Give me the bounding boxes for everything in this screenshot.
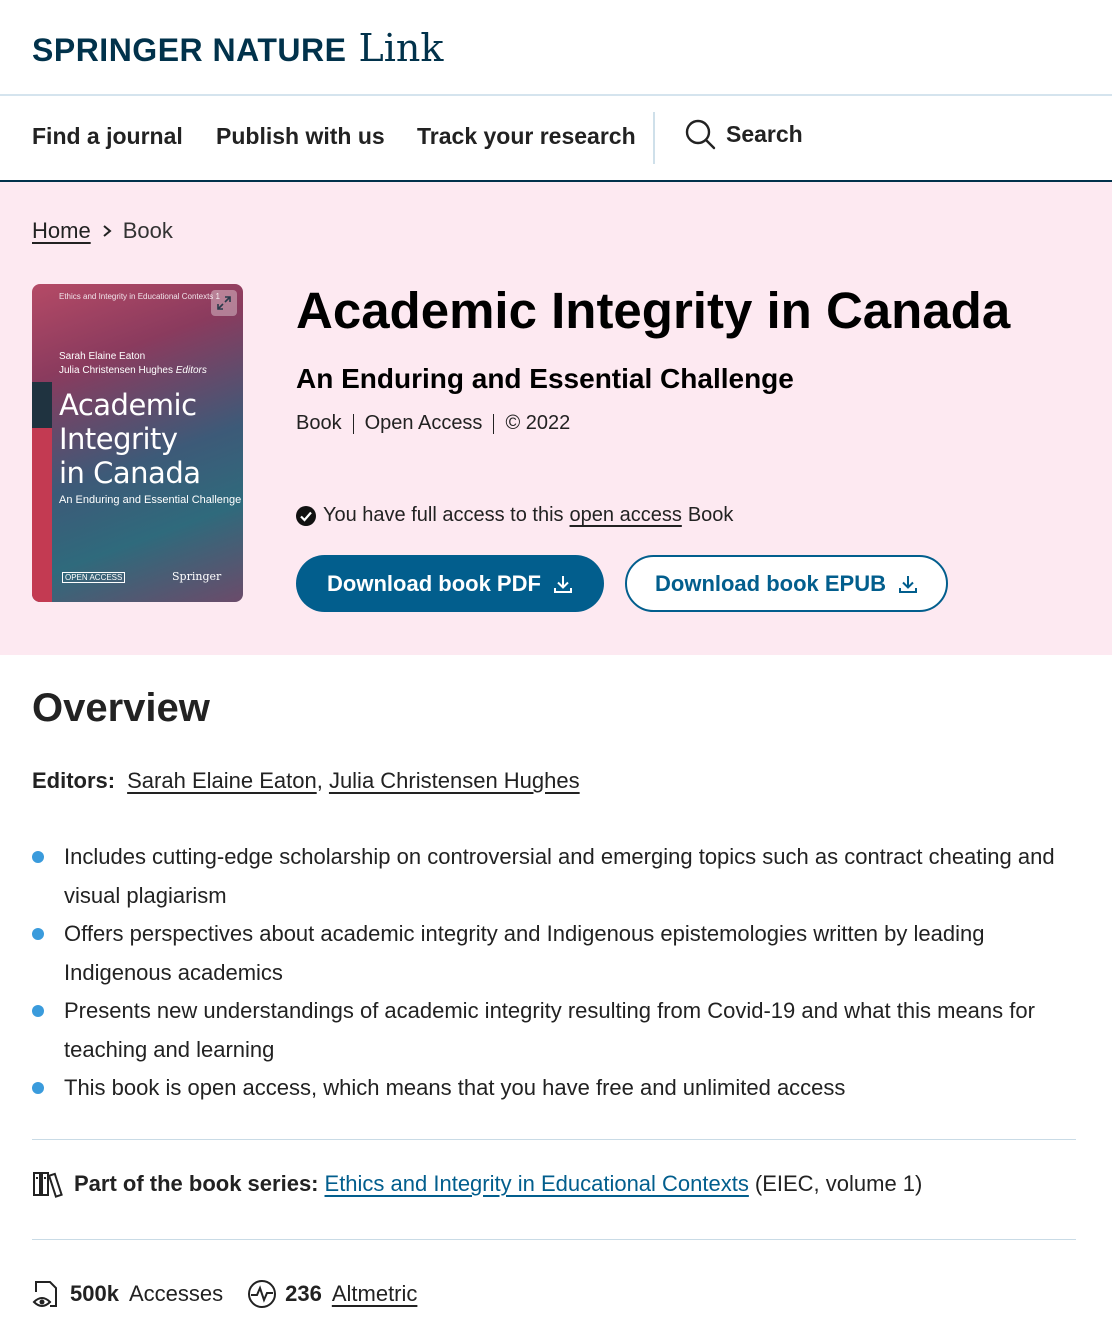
book-type: Book — [296, 412, 342, 434]
bullet-dot — [32, 1082, 44, 1094]
editor-separator: , — [316, 768, 329, 793]
check-circle-icon — [296, 506, 316, 526]
meta-separator — [493, 414, 494, 434]
cover-editor-2-line — [59, 364, 207, 378]
list-item-text: Presents new understandings of academic integrity resulting from Covid-19 and what this means for teaching and learning — [64, 998, 1035, 1062]
cover-editor-1: Sarah Elaine Eaton — [59, 351, 146, 362]
book-subtitle: An Enduring and Essential Challenge — [296, 363, 794, 394]
editors-label: Editors: — [32, 768, 116, 793]
breadcrumb-current: Book — [122, 218, 173, 243]
download-epub-label: Download book EPUB — [655, 570, 886, 596]
bullet-dot — [32, 928, 44, 940]
cover-subtitle: An Enduring and Essential Challenge — [59, 494, 242, 506]
book-copyright: © 2022 — [505, 412, 571, 434]
accesses-label: Accesses — [128, 1281, 224, 1306]
editors-line — [32, 768, 580, 794]
chevron-right-icon — [101, 224, 113, 238]
cover-open-access-badge: OPEN ACCESS — [62, 572, 125, 583]
expand-icon[interactable] — [211, 290, 237, 316]
section-divider — [32, 1139, 1076, 1140]
nav-find-a-journal[interactable]: Find a journal — [32, 123, 183, 149]
section-divider — [32, 1239, 1076, 1240]
access-status — [296, 504, 733, 527]
nav-publish-with-us[interactable]: Publish with us — [216, 123, 385, 149]
access-suffix: Book — [687, 504, 734, 526]
altmetric-value: 236 — [285, 1281, 322, 1306]
main-nav — [0, 96, 1112, 182]
list-item — [32, 915, 1082, 992]
book-cover[interactable] — [32, 284, 243, 602]
cover-series-line: Ethics and Integrity in Educational Contexts 1 — [59, 292, 220, 301]
accesses-value: 500k — [70, 1281, 119, 1306]
search-button[interactable] — [684, 118, 803, 150]
bullet-dot — [32, 1005, 44, 1017]
editor-link-eaton[interactable]: Sarah Elaine Eaton — [127, 768, 317, 793]
list-item — [32, 992, 1082, 1069]
list-item — [32, 1069, 1082, 1108]
accesses-icon — [32, 1278, 62, 1310]
search-label: Search — [726, 120, 803, 147]
download-icon — [553, 574, 573, 594]
breadcrumb — [32, 218, 173, 244]
logo-link-text: Link — [358, 26, 444, 70]
search-icon — [684, 118, 716, 150]
list-item — [32, 838, 1082, 915]
nav-divider — [653, 112, 655, 164]
site-header — [0, 0, 1112, 96]
book-series — [32, 1170, 922, 1198]
book-highlights — [32, 838, 1082, 1108]
logo-brand-text: SPRINGER NATURE — [32, 32, 347, 68]
meta-separator — [353, 414, 354, 434]
cover-editors — [59, 350, 207, 378]
series-label: Part of the book series: — [74, 1171, 319, 1196]
editor-link-hughes[interactable]: Julia Christensen Hughes — [328, 768, 580, 793]
breadcrumb-home[interactable]: Home — [32, 218, 91, 243]
list-item-text: This book is open access, which means that you have free and unlimited access — [64, 1075, 846, 1100]
books-icon — [32, 1170, 64, 1198]
open-access-link[interactable]: open access — [569, 504, 682, 526]
book-metrics — [32, 1278, 417, 1310]
nav-track-your-research[interactable]: Track your research — [417, 123, 636, 149]
cover-title-line-2: Integrity — [59, 422, 178, 456]
cover-publisher: Springer — [172, 570, 222, 583]
cover-strip-top — [32, 382, 52, 428]
series-suffix: (EIEC, volume 1) — [754, 1171, 923, 1196]
book-meta — [296, 412, 570, 435]
download-pdf-label: Download book PDF — [327, 570, 541, 596]
download-icon — [898, 574, 918, 594]
book-access-type: Open Access — [364, 412, 483, 434]
bullet-dot — [32, 851, 44, 863]
download-pdf-button[interactable] — [296, 555, 604, 612]
cover-title-line-1: Academic — [59, 388, 197, 422]
cover-editors-word: Editors — [175, 365, 207, 376]
overview-heading: Overview — [32, 686, 210, 730]
series-link[interactable]: Ethics and Integrity in Educational Contexts — [324, 1171, 749, 1196]
download-epub-button[interactable] — [625, 555, 948, 612]
altmetric-link[interactable]: Altmetric — [331, 1281, 418, 1306]
book-title: Academic Integrity in Canada — [296, 282, 1011, 339]
altmetric-icon — [247, 1279, 277, 1309]
book-hero — [0, 182, 1112, 655]
cover-title-line-3: in Canada — [59, 456, 201, 490]
cover-title — [59, 388, 201, 490]
list-item-text: Includes cutting-edge scholarship on controversial and emerging topics such as contract cheating and visual plagiarism — [64, 844, 1055, 908]
list-item-text: Offers perspectives about academic integrity and Indigenous epistemologies written by leading Indigenous academics — [64, 921, 985, 985]
springer-nature-link-logo[interactable] — [32, 26, 443, 70]
access-prefix: You have full access to this — [323, 504, 564, 526]
cover-editor-2: Julia Christensen Hughes — [59, 365, 173, 376]
